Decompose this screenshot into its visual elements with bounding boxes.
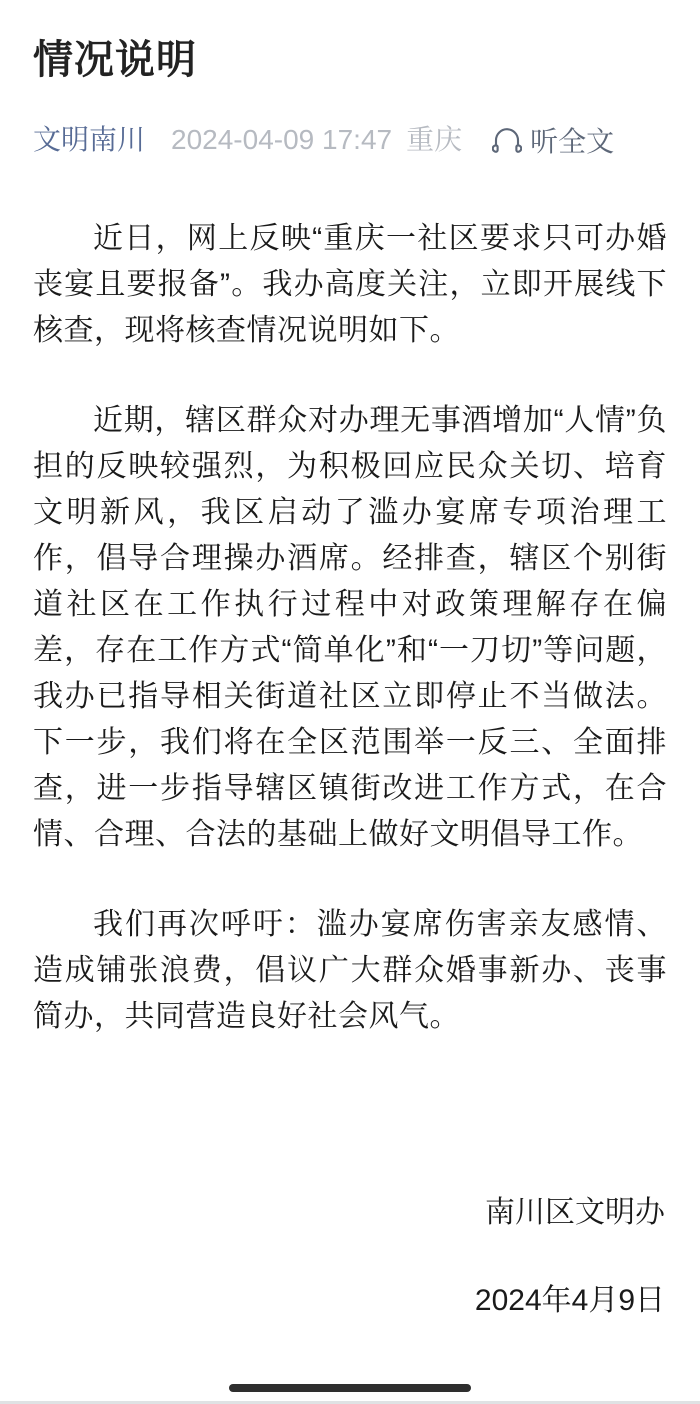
headphones-icon (492, 125, 530, 155)
listen-full-text-button[interactable] (492, 120, 614, 160)
account-name-link[interactable]: 文明南川 (33, 124, 146, 155)
article-paragraph: 我们再次呼吁：滥办宴席伤害亲友感情、造成铺张浪费，倡议广大群众婚事新办、丧事简办，共同营造良好社会风气。 (33, 908, 667, 1033)
home-indicator-bar[interactable] (229, 1384, 471, 1392)
listen-full-text-label: 听全文 (530, 126, 615, 157)
article-content (33, 216, 667, 1040)
publish-location: 重庆 (406, 124, 463, 155)
signature-date: 2024年4月9日 (474, 1284, 665, 1317)
publish-timestamp: 2024-04-09 17:47 (171, 124, 393, 155)
signature-org: 南川区文明办 (485, 1196, 665, 1229)
article-paragraph: 近期，辖区群众对办理无事酒增加“人情”负担的反映较强烈，为积极回应民众关切、培育文明新风，我区启动了滥办宴席专项治理工作，倡导合理操办酒席。经排查，辖区个别街道社区在工作执行过程中对政策理解存在偏差，存在工作方式“简单化”和“一刀切”等问题，我办已指导相关街道社区立即停止不当做法。下一步，我们将在全区范围举一反三、全面排查，进一步指导辖区镇街改进工作方式，在合情、合理、合法的基础上做好文明倡导工作。 (33, 404, 667, 851)
article-paragraph: 近日，网上反映“重庆一社区要求只可办婚丧宴且要报备”。我办高度关注，立即开展线下核查，现将核查情况说明如下。 (33, 222, 667, 347)
article-title: 情况说明 (33, 38, 197, 82)
article-meta-row (33, 120, 667, 160)
